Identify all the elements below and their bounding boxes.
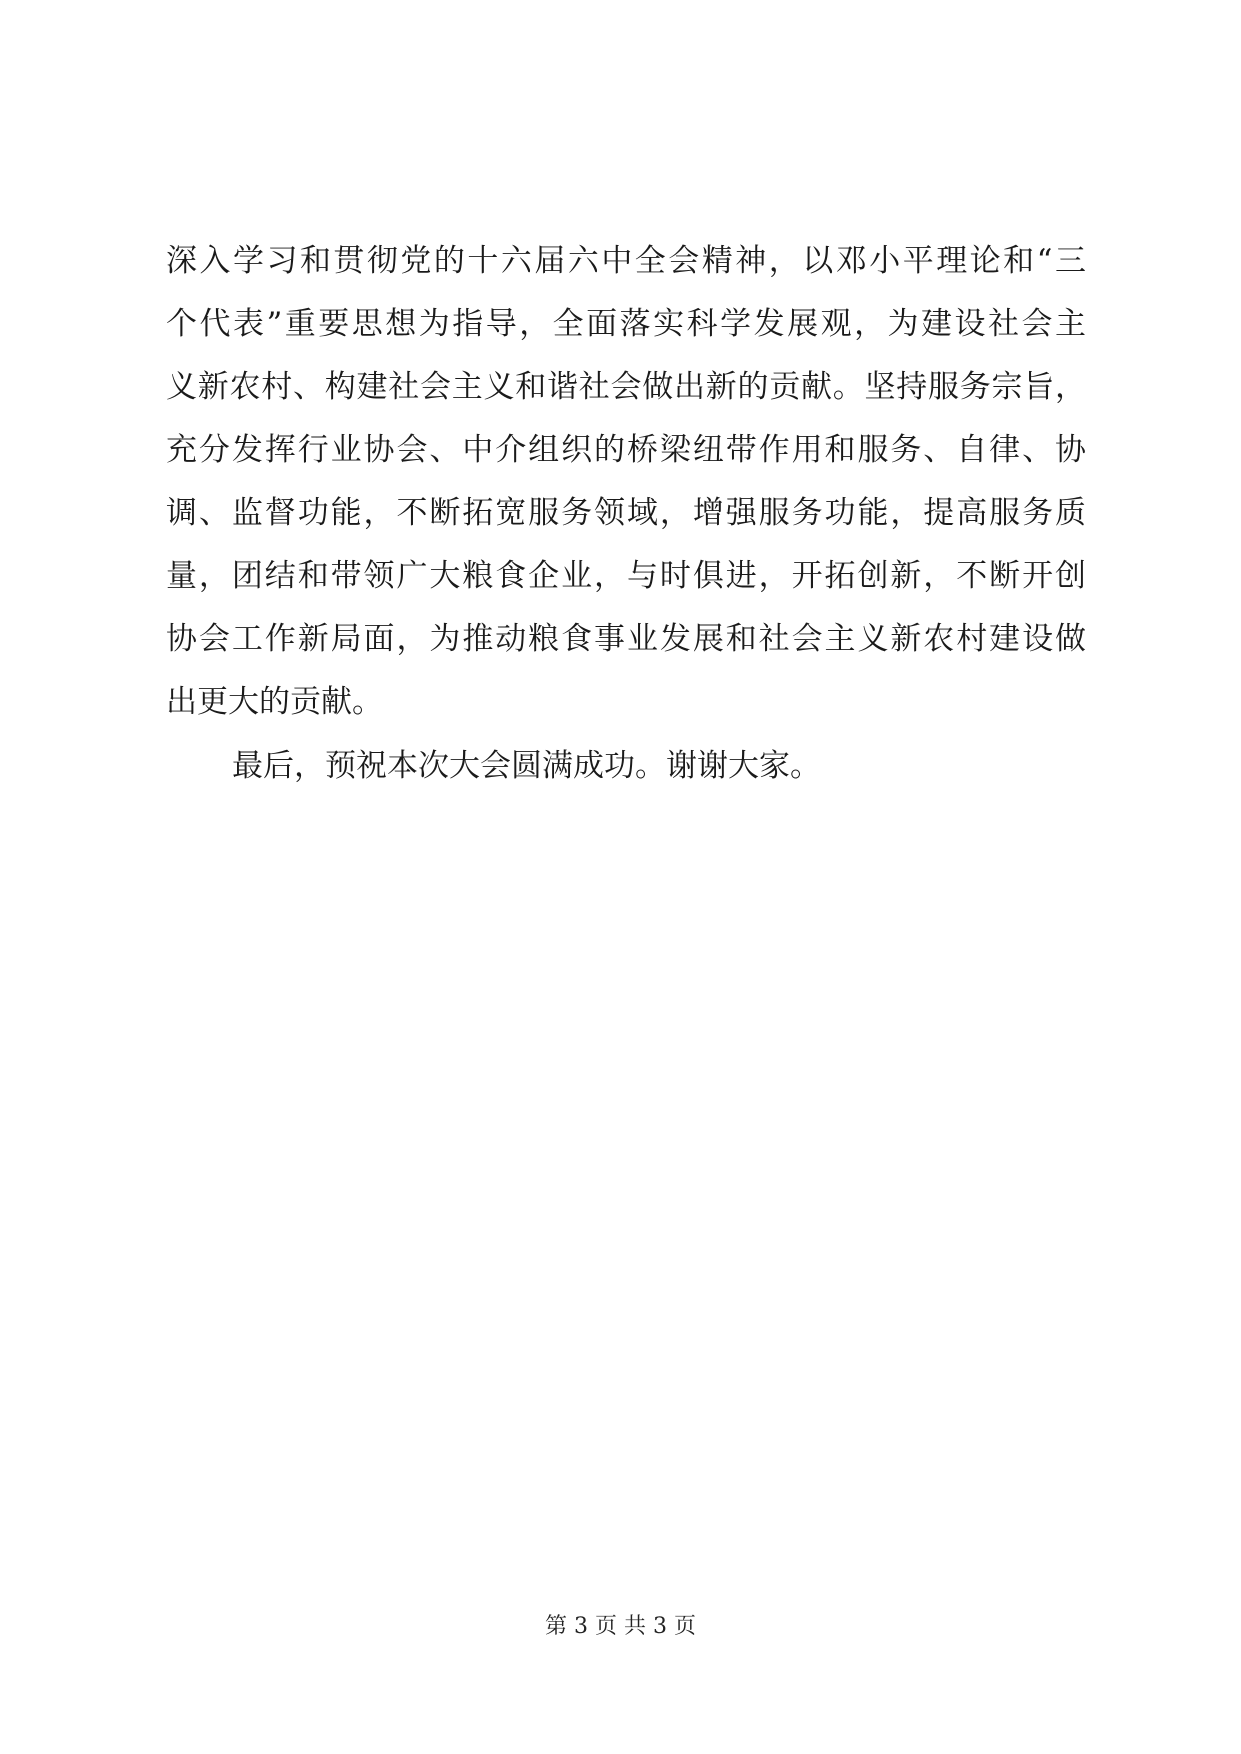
paragraph-line: 协会工作新局面，为推动粮食事业发展和社会主义新农村建设做 xyxy=(166,621,1086,657)
paragraph-line: 量，团结和带领广大粮食企业，与时俱进，开拓创新，不断开创 xyxy=(166,558,1086,594)
paragraph-line: 充分发挥行业协会、中介组织的桥梁纽带作用和服务、自律、协 xyxy=(166,432,1086,468)
body-paragraph xyxy=(166,230,1086,734)
paragraph-line: 个代表”重要思想为指导，全面落实科学发展观，为建设社会主 xyxy=(166,306,1086,342)
paragraph-line: 出更大的贡献。 xyxy=(166,684,383,720)
paragraph-line: 义新农村、构建社会主义和谐社会做出新的贡献。坚持服务宗旨， xyxy=(166,369,1086,405)
paragraph-line: 深入学习和贯彻党的十六届六中全会精神，以邓小平理论和“三 xyxy=(166,243,1086,279)
page-footer: 第 3 页 共 3 页 xyxy=(545,1614,696,1639)
paragraph-line: 调、监督功能，不断拓宽服务领域，增强服务功能，提高服务质 xyxy=(166,495,1086,531)
closing-paragraph: 最后，预祝本次大会圆满成功。谢谢大家。 xyxy=(232,748,821,784)
